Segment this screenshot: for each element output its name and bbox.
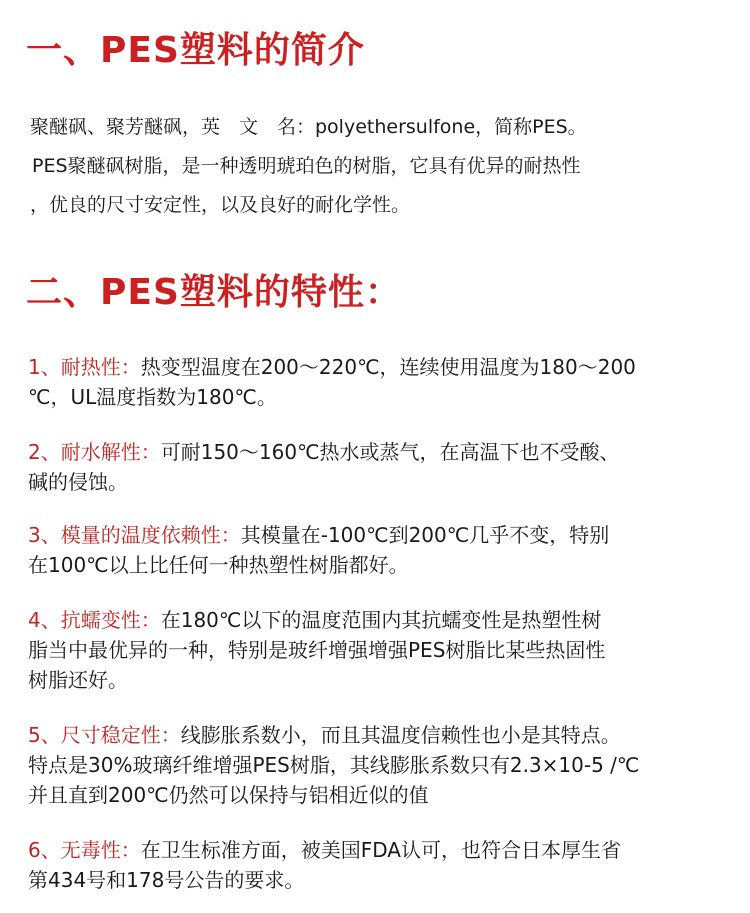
property-item-dimensional-stability: [28, 720, 728, 810]
item-line: 脂当中最优异的一种，特别是玻纤增强增强PES树脂比某些热固性: [28, 638, 606, 662]
item-label: 4、抗蠕变性：: [28, 608, 161, 632]
property-item-hydrolysis-resistance: [28, 437, 728, 497]
item-line: 并且直到200℃仍然可以保持与铝相近似的值: [28, 783, 429, 807]
item-label: 3、模量的温度依赖性：: [28, 523, 241, 547]
item-line: [28, 352, 728, 382]
section-title-intro: 一、PES塑料的简介: [26, 30, 365, 71]
property-item-non-toxicity: [28, 835, 728, 895]
item-line: 树脂还好。: [28, 668, 128, 692]
item-text: 可耐150～160℃热水或蒸气，在高温下也不受酸、: [160, 440, 620, 464]
item-text: 其模量在-100℃到200℃几乎不变，特别: [240, 523, 610, 547]
item-label: 5、尺寸稳定性：: [28, 723, 181, 747]
item-label: 1、耐热性：: [28, 355, 141, 379]
item-line: [28, 437, 728, 467]
item-line: [28, 720, 728, 750]
item-text: 线膨胀系数小，而且其温度信赖性也小是其特点。: [180, 723, 621, 747]
item-line: [28, 605, 728, 635]
item-text: 在卫生标准方面，被美国FDA认可，也符合日本厚生省: [140, 838, 621, 862]
item-text: 热变型温度在200～220℃，连续使用温度为180～200: [140, 355, 636, 379]
property-item-heat-resistance: [28, 352, 728, 412]
item-label: 2、耐水解性：: [28, 440, 161, 464]
item-line: ℃，UL温度指数为180℃。: [28, 385, 277, 409]
item-text: 在180℃以下的温度范围内其抗蠕变性是热塑性树: [160, 608, 602, 632]
item-line: [28, 520, 728, 550]
item-line: 特点是30%玻璃纤维增强PES树脂，其线膨胀系数只有2.3×10-5 /℃: [28, 753, 640, 777]
item-line: 第434号和178号公告的要求。: [28, 868, 305, 892]
intro-line: 聚醚砜、聚芳醚砜，英 文 名：polyethersulfone，简称PES。: [30, 116, 587, 138]
intro-paragraph: [30, 108, 730, 225]
intro-line: PES聚醚砜树脂，是一种透明琥珀色的树脂，它具有优异的耐热性: [32, 155, 581, 177]
property-item-modulus-temperature-dependence: [28, 520, 728, 580]
section-title-properties: 二、PES塑料的特性：: [26, 272, 402, 313]
item-label: 6、无毒性：: [28, 838, 141, 862]
intro-line: ，优良的尺寸安定性，以及良好的耐化学性。: [30, 194, 411, 216]
property-item-creep-resistance: [28, 605, 728, 695]
item-line: 在100℃以上比任何一种热塑性树脂都好。: [28, 553, 409, 577]
item-line: 碱的侵蚀。: [28, 470, 128, 494]
item-line: [28, 835, 728, 865]
